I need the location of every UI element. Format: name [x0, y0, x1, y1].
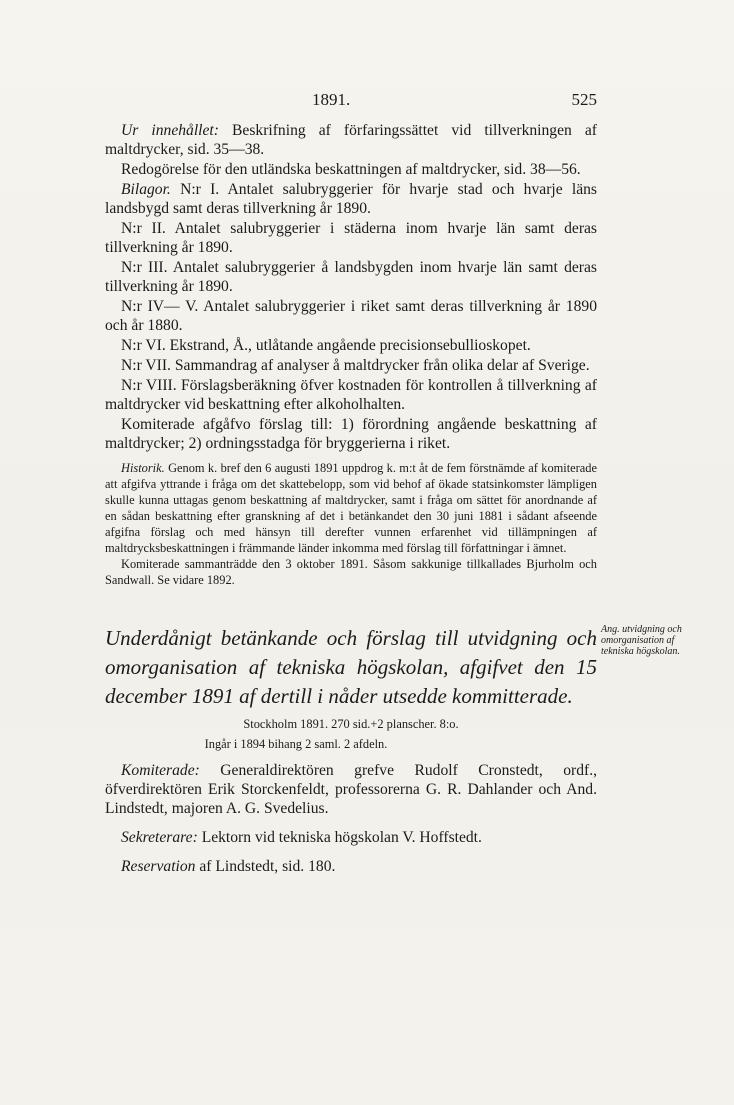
- contents-intro: [105, 121, 597, 159]
- included-in-line: Ingår i 1894 bihang 2 saml. 2 afdeln.: [204, 737, 388, 751]
- secretary-text: Lektorn vid tekniska högskolan V. Hoffstedt.: [201, 829, 482, 846]
- secretary-line: [105, 828, 597, 847]
- committee-proposal: Komiterade afgåfvo förslag till: 1) förordning angående beskattning af maltdrycker; 2) ordningsstadga för bryggerierna i riket.: [105, 416, 597, 452]
- page-body: [105, 121, 682, 876]
- appendix-label: Bilagor.: [121, 181, 171, 198]
- appendix-2: N:r II. Antalet salubryggerier i städerna inom hvarje län samt deras tillverkning år 1890.: [105, 220, 597, 256]
- reservation-text: af Lindstedt, sid. 180.: [199, 858, 336, 875]
- history-paragraph: [105, 460, 597, 556]
- committee-text: Generaldirektören grefve Rudolf Cronstedt, ordf., öfverdirektören Erik Storckenfeldt, professorerna G. R. Dahlander och And. Lindstedt, majoren A. G. Svedelius.: [105, 762, 597, 817]
- publication-line: Stockholm 1891. 270 sid.+2 planscher. 8:o.: [243, 717, 459, 731]
- committee-members: [105, 761, 597, 818]
- page-header: [0, 90, 734, 114]
- appendix-8: N:r VIII. Förslagsberäkning öfver kostnaden för kontrollen å tillverkning af maltdrycker vid beskattning efter alkoholhalten.: [105, 377, 597, 413]
- reservation-line: [105, 857, 597, 876]
- report-entry: [105, 624, 682, 711]
- committee-label: Komiterade:: [121, 762, 200, 779]
- header-year: 1891.: [312, 90, 351, 109]
- appendix-4-5: N:r IV— V. Antalet salubryggerier i riket samt deras tillverkning år 1890 och år 1880.: [105, 298, 597, 334]
- appendix-7: N:r VII. Sammandrag af analyser å maltdrycker från olika delar af Sverige.: [121, 357, 590, 374]
- secretary-label: Sekreterare:: [121, 829, 198, 846]
- appendix-1-text: N:r I. Antalet salubryggerier för hvarje stad och hvarje läns landsbygd samt deras tillverkning år 1890.: [105, 181, 597, 217]
- appendix-1: [105, 180, 597, 218]
- margin-note: Ang. utvidgning och omorganisation af tekniska högskolan.: [601, 624, 682, 657]
- reservation-label: Reservation: [121, 858, 196, 875]
- history-meeting: Komiterade sammanträdde den 3 oktober 1891. Såsom sakkunige tillkallades Bjurholm och Sandwall. Se vidare 1892.: [105, 557, 597, 587]
- history-label: Historik.: [121, 461, 165, 475]
- report-title: Underdånigt betänkande och förslag till utvidgning och omorganisation af tekniska högskolan, afgifvet den 15 december 1891 af dertill i nåder utsedde kommitterade.: [105, 626, 597, 708]
- contents-intro-label: Ur innehållet:: [121, 122, 219, 139]
- appendix-6: N:r VI. Ekstrand, Å., utlåtande angående precisionsebullioskopet.: [121, 337, 531, 354]
- appendix-3: N:r III. Antalet salubryggerier å landsbygden inom hvarje län samt deras tillverkning år 1890.: [105, 259, 597, 295]
- contents-intro-text: Beskrifning af förfaringssättet vid tillverkningen af maltdrycker, sid. 35—38.: [105, 122, 598, 158]
- contents-report: Redogörelse för den utländska beskattningen af maltdrycker, sid. 38—56.: [121, 161, 581, 178]
- history-text: Genom k. bref den 6 augusti 1891 uppdrog k. m:t åt de fem förstnämde af komiterade att afgifva yttrande i fråga om det skattebelopp, som vid behof af ökade statsinkomster lämpligen skulle kunna uttagas genom beskattning af maltdrycker, samt i fråga om sättet för anordnande af en sådan beskattning efter granskning af det i betänkandet den 30 juni 1881 i sådant afseende afgifna förslag och med hänsyn till derefter vunnen erfarenhet vid tillämpningen af maltdrycksbeskattningen i främmande länder inkomma med förslag till författningar i ämnet.: [105, 461, 597, 555]
- page-number: 525: [571, 90, 597, 109]
- history-section: [105, 460, 597, 588]
